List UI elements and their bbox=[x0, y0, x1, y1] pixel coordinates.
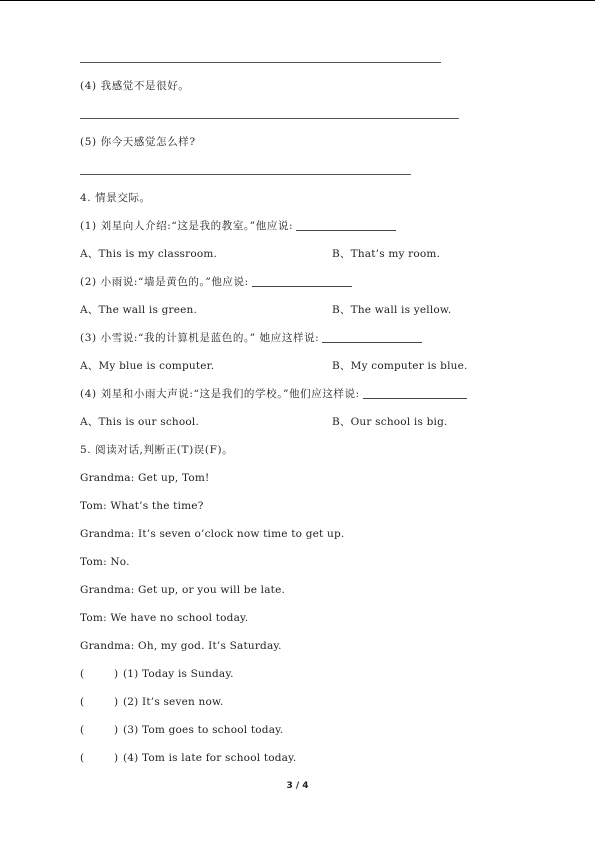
answer-paren-close[interactable]: ) bbox=[114, 696, 119, 708]
statement: (1) Today is Sunday. bbox=[123, 668, 234, 680]
option-a: A、My blue is computer. bbox=[80, 360, 215, 372]
line-prompt: (4) 我感觉不是很好。 bbox=[80, 80, 190, 92]
answer-paren-close[interactable]: ) bbox=[114, 752, 119, 764]
answer-line bbox=[80, 62, 441, 63]
line-prompt: (5) 你今天感觉怎么样? bbox=[80, 136, 196, 148]
option-b: B、That’s my room. bbox=[332, 248, 441, 260]
dialogue-line: Grandma: Oh, my god. It’s Saturday. bbox=[80, 640, 282, 652]
dialogue-line: Tom: What’s the time? bbox=[80, 500, 204, 512]
dialogue-line: Grandma: Get up, or you will be late. bbox=[80, 584, 286, 596]
answer-line bbox=[80, 174, 411, 175]
answer-paren-open[interactable]: ( bbox=[80, 724, 85, 736]
option-b: B、The wall is yellow. bbox=[332, 304, 452, 316]
answer-line bbox=[80, 118, 459, 119]
dialogue-line: Grandma: Get up, Tom! bbox=[80, 472, 210, 484]
answer-paren-open[interactable]: ( bbox=[80, 696, 85, 708]
dialogue-line: Grandma: It’s seven o’clock now time to get up. bbox=[80, 528, 345, 540]
option-b: B、My computer is blue. bbox=[332, 360, 468, 372]
section-heading: 5. 阅读对话,判断正(T)误(F)。 bbox=[80, 444, 234, 456]
option-b: B、Our school is big. bbox=[332, 416, 448, 428]
answer-blank[interactable] bbox=[322, 342, 422, 343]
question-prompt: (3) 小雪说:“我的计算机是蓝色的。” 她应这样说: bbox=[80, 331, 422, 345]
answer-blank[interactable] bbox=[363, 398, 467, 399]
question-prompt: (2) 小雨说:“墙是黄色的。”他应说: bbox=[80, 275, 352, 289]
answer-paren-close[interactable]: ) bbox=[114, 668, 119, 680]
question-prompt: (1) 刘星向人介绍:“这是我的教室。”他应说: bbox=[80, 219, 396, 233]
answer-blank[interactable] bbox=[252, 286, 352, 287]
answer-paren-close[interactable]: ) bbox=[114, 724, 119, 736]
dialogue-line: Tom: No. bbox=[80, 556, 130, 568]
statement: (4) Tom is late for school today. bbox=[123, 752, 297, 764]
dialogue-line: Tom: We have no school today. bbox=[80, 612, 249, 624]
statement: (3) Tom goes to school today. bbox=[123, 724, 284, 736]
page-top-border bbox=[0, 0, 595, 1]
statement: (2) It’s seven now. bbox=[123, 696, 224, 708]
page-number: 3 / 4 bbox=[286, 781, 309, 791]
section-heading: 4. 情景交际。 bbox=[80, 192, 151, 204]
option-a: A、This is our school. bbox=[80, 416, 200, 428]
option-a: A、The wall is green. bbox=[80, 304, 198, 316]
question-prompt: (4) 刘星和小雨大声说:“这是我们的学校。”他们应这样说: bbox=[80, 387, 467, 401]
answer-paren-open[interactable]: ( bbox=[80, 668, 85, 680]
option-a: A、This is my classroom. bbox=[80, 248, 218, 260]
answer-blank[interactable] bbox=[296, 230, 396, 231]
answer-paren-open[interactable]: ( bbox=[80, 752, 85, 764]
